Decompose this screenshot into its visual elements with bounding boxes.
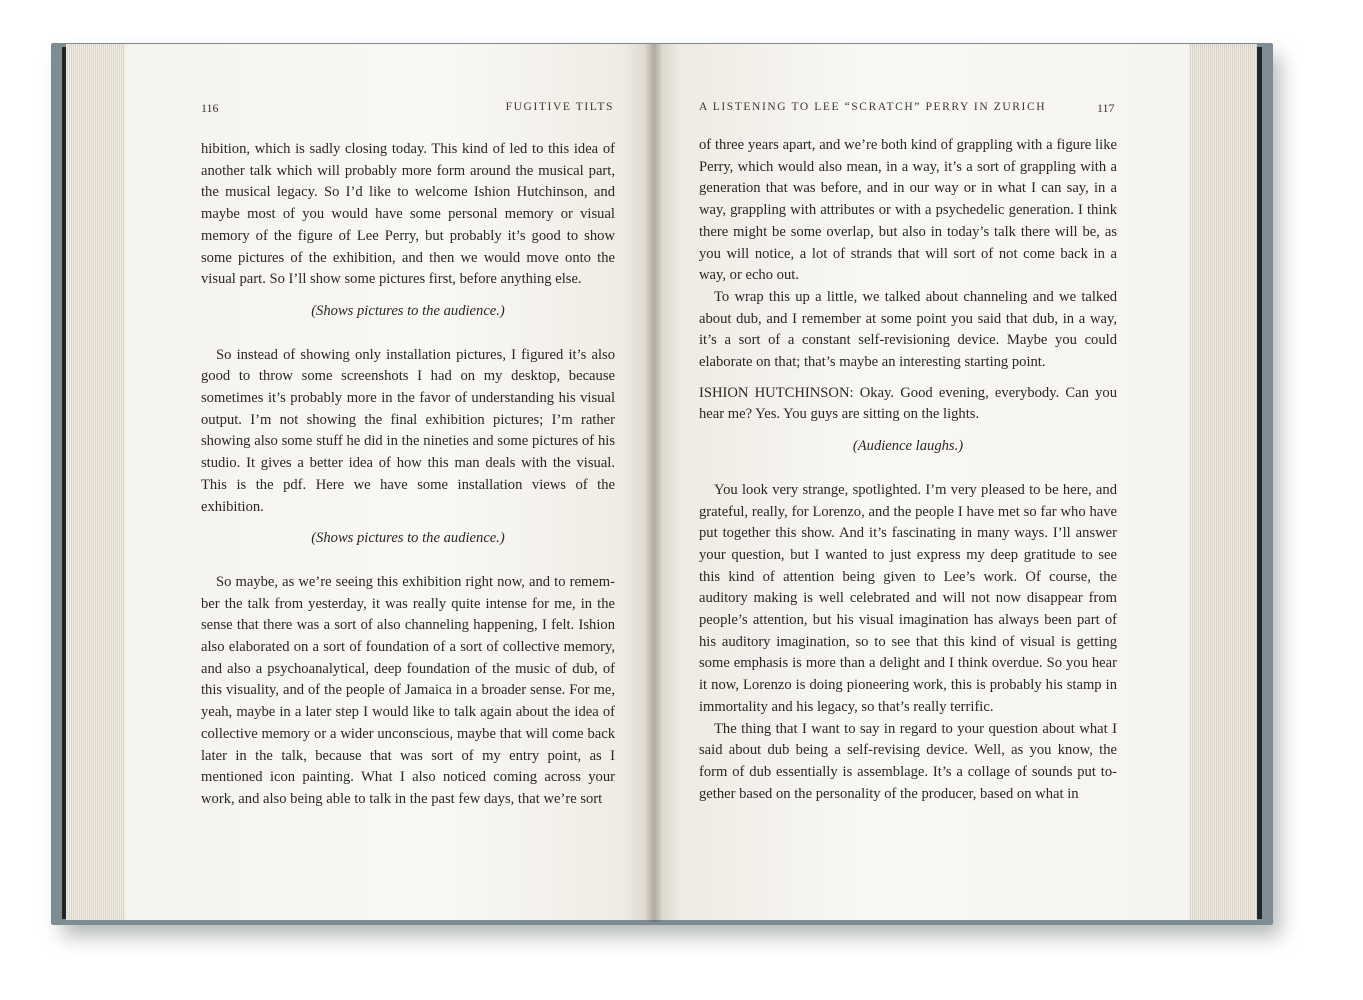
page-edges-left [66,44,130,920]
paragraph: of three years apart, and we’re both kind of grappling with a figure like Perry, which would also mean, in a way, it’s a sort of grappling with a generation that was before, and in our way or in what I can say, in a way, grappling with attributes or with a psychedelic generation. I think there might be some overlap, but also in today’s talk there will be, as you will notice, a lot of strands that will sort of not come back in a way, or echo out. [699,137,1117,284]
stage-direction: (Shows pictures to the audience.) [311,530,505,547]
paragraph: hibition, which is sadly closing today. This kind of led to this idea of another talk which will probably more form around the musical part, the musical legacy. So I’d like to welcome Ishion Hutchinson, and maybe most of you would have some personal memory or visual memory of the figure of Lee Perry, but probably it’s good to show some pictures of the exhibition, and then we would move onto the visual part. So I’ll show some pictures first, before anything else. [201,141,615,288]
stage-direction: (Shows pictures to the audience.) [311,302,505,319]
left-running-head: FUGITIVE TILTS [505,101,614,113]
right-page-body [699,135,1117,805]
paragraph: The thing that I want to say in regard to your question about what I said about dub being a self-revising device. Well, as you know, the form of dub essentially is assemblage. It’s a collage of sounds put together based on the personality of the producer, based on what in [699,720,1117,802]
left-page-number: 116 [201,101,219,115]
page-edges-right [1185,44,1257,920]
stage-direction: (Audience laughs.) [852,438,964,455]
speaker-paragraph: ISHION HUTCHINSON: Okay. Good evening, everybody. Can you hear me? Yes. You guys are sitting on the lights. [699,384,1117,423]
left-page-body [201,139,615,811]
right-running-head: A LISTENING TO LEE “SCRATCH” PERRY IN ZURICH [699,101,1047,113]
right-page-number: 117 [1097,101,1115,115]
paragraph: So instead of showing only installation pictures, I figured it’s also good to throw some screenshots I had on my desktop, because sometimes it’s probably more in the favor of understanding his visual output. I’m not showing the final exhibition pictures; I’m rather showing also some stuff he did in the nineties and some pictures of his studio. It gives a better idea of how this man deals with the visual. This is the pdf. Here we have some installation views of the exhibition. [201,346,615,515]
paragraph: You look very strange, spotlighted. I’m very pleased to be here, and grateful, really, for Lorenzo, and the people I have met so far who have put together this show. And it’s fascinating in many ways. I’ll answer your question, but I wanted to just express my deep gratitude to see this kind of attention being given to Lee’s work. Of course, the auditory making is well celebrated and will not now disappear from people’s attention, but his visual imagination has always been part of his auditory imagination, so to see that this kind of visual is getting some emphasis is more than a delight and I think overdue. So you hear it now, Lorenzo is doing pioneering work, this is probably his stamp in immortality and his legacy, so that’s really terrific. [699,481,1117,715]
paragraph: So maybe, as we’re seeing this exhibition right now, and to remember the talk from yesterday, it was really quite intense for me, in the sense that there was a sort of also channeling happening, I felt. Ishion also elaborated on a sort of foundation of a sort of collective memory, and also a psychoanalytical, deep foundation of the music of dub, of this visuality, and of the people of Jamaica in a broader sense. For me, yeah, maybe in a later step I would like to talk again about the idea of collective memory or a wider unconscious, maybe that will come back later in the talk, because that was sort of my entry point, as I mentioned icon painting. What I also noticed coming across your work, and also being able to talk in the past few days, that we’re sort [201,573,615,807]
paragraph: To wrap this up a little, we talked about channeling and we talked about dub, and I remember at some point you said that dub, in a way, it’s a sort of a constant self-revisioning device. Maybe you could elaborate on that; that’s maybe an interesting starting point. [699,288,1117,371]
book-gutter [645,44,663,922]
